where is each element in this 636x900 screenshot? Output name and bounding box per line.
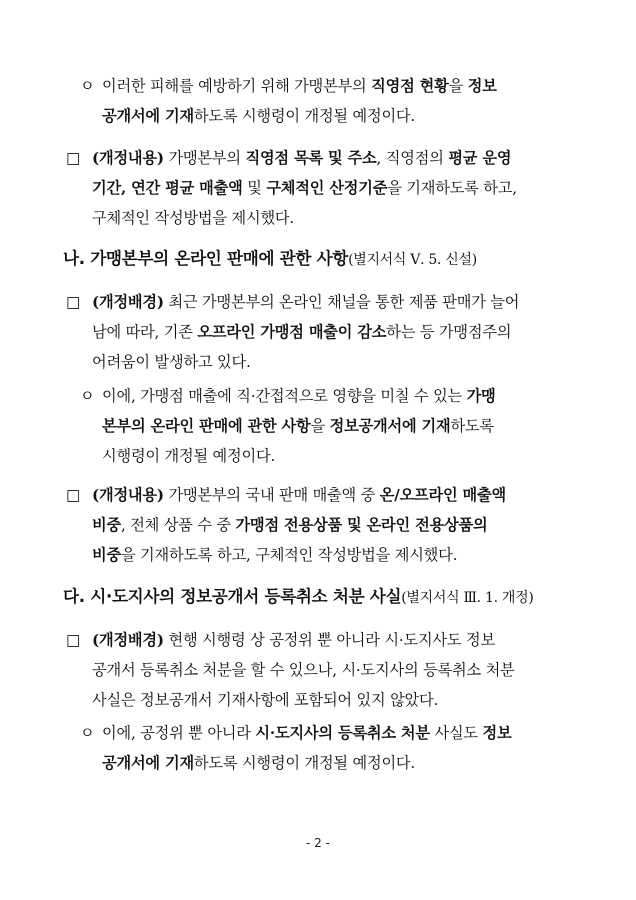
text-line: 시행령이 개정될 예정이다. (102, 447, 276, 465)
text-line: 사실은 정보공개서 기재사항에 포함되어 있지 않았다. (92, 691, 439, 709)
text-line: (개정배경) 최근 가맹본부의 온라인 채널을 통한 제품 판매가 늘어 (92, 293, 520, 311)
text-line: 공개서 등록취소 처분을 할 수 있으나, 시·도지사의 등록취소 처분 (92, 661, 515, 679)
bullet-marker: ㅇ (80, 77, 95, 95)
background-paragraph (66, 287, 520, 377)
text-line: 남에 따라, 기존 오프라인 가맹점 매출이 감소하는 등 가맹점주의 (92, 323, 512, 341)
checkbox-marker-icon: □ (66, 486, 81, 504)
text-line: 비중을 기재하도록 하고, 구체적인 작성방법을 제시했다. (92, 546, 458, 564)
checkbox-marker-icon: □ (66, 631, 81, 649)
text-line: 어려움이 발생하고 있다. (92, 353, 251, 371)
background-paragraph (66, 625, 515, 715)
text-line: 기간, 연간 평균 매출액 및 구체적인 산정기준을 기재하도록 하고, (92, 179, 517, 197)
revision-paragraph (66, 143, 517, 233)
text-line: 비중, 전체 상품 수 중 가맹점 전용상품 및 온라인 전용상품의 (92, 516, 488, 534)
text-line: 공개서에 기재하도록 시행령이 개정될 예정이다. (102, 754, 416, 772)
text-line: 이러한 피해를 예방하기 위해 가맹본부의 직영점 현황을 정보 (102, 77, 497, 95)
text-line: (개정내용) 가맹본부의 직영점 목록 및 주소, 직영점의 평균 운영 (92, 149, 512, 167)
text-line: 구체적인 작성방법을 제시했다. (92, 209, 295, 227)
section-heading: 나. 가맹본부의 온라인 판매에 관한 사항(별지서식 Ⅴ. 5. 신설) (63, 249, 477, 268)
bullet-paragraph (80, 71, 497, 131)
checkbox-marker-icon: □ (66, 149, 81, 167)
page-number: - 2 - (306, 836, 330, 850)
text-line: (개정배경) 현행 시행령 상 공정위 뿐 아니라 시·도지사도 정보 (92, 631, 495, 649)
text-line: (개정내용) 가맹본부의 국내 판매 매출액 중 온/오프라인 매출액 (92, 486, 506, 504)
text-line: 본부의 온라인 판매에 관한 사항을 정보공개서에 기재하도록 (102, 417, 494, 435)
bullet-marker: ㅇ (80, 724, 95, 742)
text-line: 이에, 가맹점 매출에 직·간접적으로 영향을 미칠 수 있는 가맹 (102, 387, 496, 405)
text-line: 공개서에 기재하도록 시행령이 개정될 예정이다. (102, 107, 416, 125)
bullet-paragraph (80, 381, 496, 471)
revision-paragraph (66, 480, 506, 570)
bullet-marker: ㅇ (80, 387, 95, 405)
checkbox-marker-icon: □ (66, 293, 81, 311)
bullet-paragraph (80, 718, 512, 778)
section-heading: 다. 시·도지사의 정보공개서 등록취소 처분 사실(별지서식 Ⅲ. 1. 개정) (63, 587, 534, 606)
text-line: 이에, 공정위 뿐 아니라 시·도지사의 등록취소 처분 사실도 정보 (102, 724, 512, 742)
